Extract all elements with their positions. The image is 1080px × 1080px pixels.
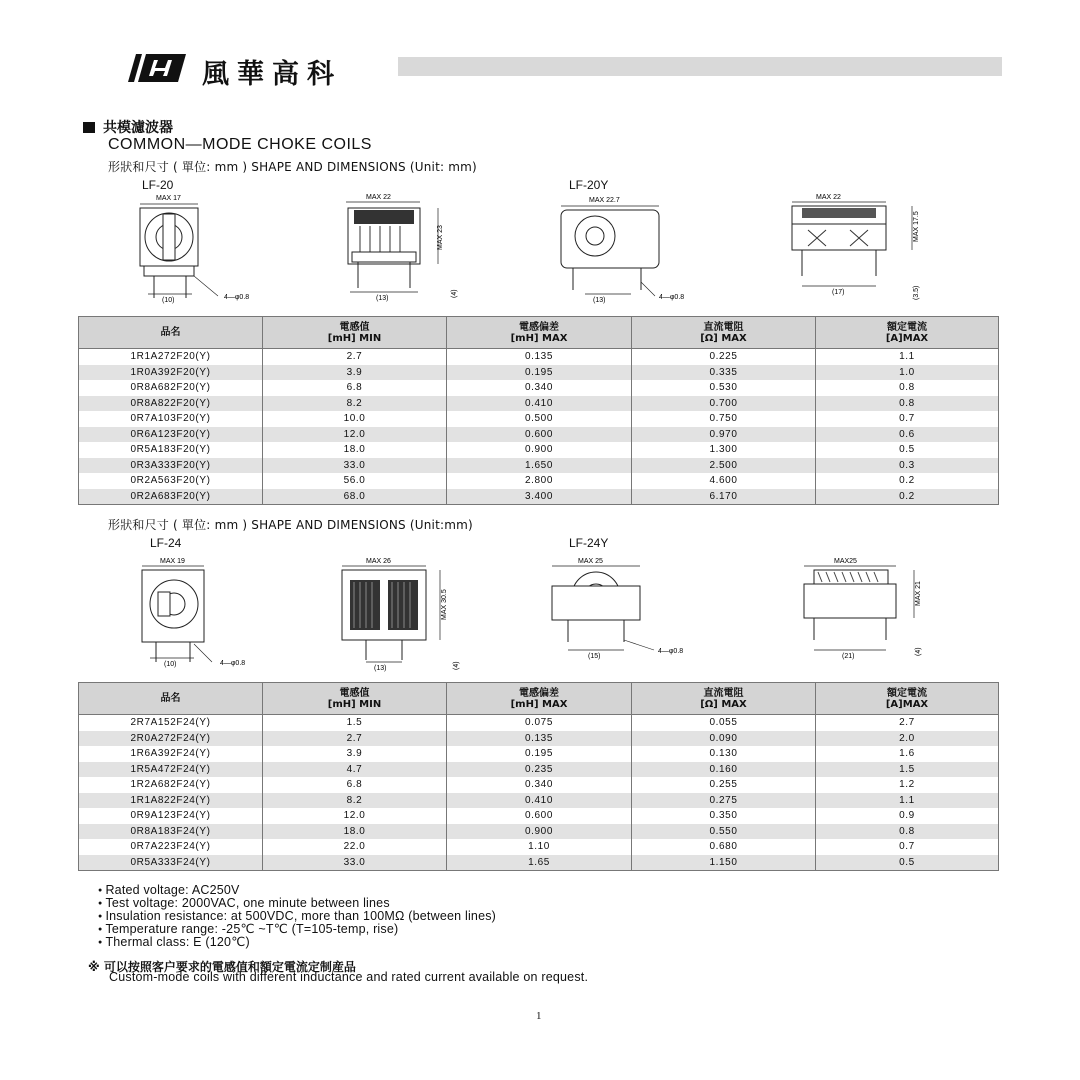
dim-text: MAX 22	[816, 194, 841, 201]
cell-part-number: 0R3A333F20(Y)	[79, 458, 263, 474]
cell-part-number: 0R7A103F20(Y)	[79, 411, 263, 427]
header-dc-resistance: 直流電阻 [Ω] MAX	[632, 683, 816, 715]
cell-rated-current: 1.0	[816, 365, 999, 381]
table-row	[79, 824, 999, 840]
spec-table-lf24	[78, 682, 999, 871]
table-row	[79, 411, 999, 427]
cell-dc-resistance: 0.275	[632, 793, 816, 809]
cell-dc-resistance: 0.350	[632, 808, 816, 824]
cell-rated-current: 0.3	[816, 458, 999, 474]
cell-inductance-deviation: 3.400	[447, 489, 632, 505]
dim-text: (13)	[374, 665, 387, 672]
cell-inductance: 56.0	[263, 473, 447, 489]
cell-part-number: 1R1A272F20(Y)	[79, 349, 263, 365]
cell-inductance-deviation: 0.135	[447, 731, 632, 747]
table-row	[79, 808, 999, 824]
header-inductance-deviation: 電感偏差 [mH] MAX	[447, 683, 632, 715]
cell-inductance-deviation: 1.65	[447, 855, 632, 871]
cell-dc-resistance: 1.300	[632, 442, 816, 458]
cell-part-number: 0R8A822F20(Y)	[79, 396, 263, 412]
drawing-lf20y-top	[555, 190, 715, 305]
table-row	[79, 396, 999, 412]
cell-dc-resistance: 0.055	[632, 715, 816, 731]
cell-part-number: 1R0A392F20(Y)	[79, 365, 263, 381]
dim-text: (3.5)	[913, 285, 920, 300]
dim-text: MAX 17	[156, 195, 181, 202]
cell-inductance-deviation: 0.500	[447, 411, 632, 427]
shape-dimensions-label-1: 形狀和尺寸 ( 單位: mm ) SHAPE AND DIMENSIONS (Unit: mm)	[108, 160, 477, 174]
cell-dc-resistance: 0.255	[632, 777, 816, 793]
cell-inductance: 68.0	[263, 489, 447, 505]
cell-dc-resistance: 4.600	[632, 473, 816, 489]
cell-rated-current: 0.6	[816, 427, 999, 443]
cell-inductance-deviation: 0.195	[447, 365, 632, 381]
cell-dc-resistance: 1.150	[632, 855, 816, 871]
table-row	[79, 777, 999, 793]
table-row	[79, 489, 999, 505]
table-row	[79, 380, 999, 396]
dim-text: MAX 22	[366, 194, 391, 201]
dim-text: (4)	[915, 647, 922, 656]
cell-rated-current: 0.2	[816, 489, 999, 505]
table-header-row	[79, 317, 999, 349]
drawing-lf20-top	[128, 190, 268, 305]
cell-inductance: 1.5	[263, 715, 447, 731]
cell-part-number: 1R6A392F24(Y)	[79, 746, 263, 762]
cell-rated-current: 0.7	[816, 839, 999, 855]
header-inductance: 電感值 [mH] MIN	[263, 683, 447, 715]
cell-inductance: 2.7	[263, 349, 447, 365]
spec-notes	[98, 884, 496, 949]
cell-inductance-deviation: 0.235	[447, 762, 632, 778]
dim-text: (13)	[376, 295, 389, 302]
drawing-lf24-side	[330, 556, 470, 676]
cell-part-number: 1R2A682F24(Y)	[79, 777, 263, 793]
dim-text: 4—φ0.8	[659, 294, 685, 301]
cell-part-number: 2R7A152F24(Y)	[79, 715, 263, 731]
cell-part-number: 0R9A123F24(Y)	[79, 808, 263, 824]
dim-text: (4)	[451, 289, 458, 298]
cell-dc-resistance: 0.335	[632, 365, 816, 381]
cell-inductance: 3.9	[263, 365, 447, 381]
dim-text: MAX 25	[578, 558, 603, 565]
spec-table-lf20	[78, 316, 999, 505]
model-label-lf20y: LF-20Y	[569, 178, 609, 192]
note-thermal-class: ● Thermal class: E (120℃)	[98, 936, 496, 949]
dim-text: MAX 30.5	[441, 589, 448, 620]
cell-inductance: 6.8	[263, 777, 447, 793]
cell-inductance-deviation: 0.410	[447, 793, 632, 809]
title-english: COMMON—MODE CHOKE COILS	[108, 136, 372, 153]
cell-rated-current: 0.5	[816, 855, 999, 871]
shape-dimensions-label-2: 形狀和尺寸 ( 單位: mm ) SHAPE AND DIMENSIONS (Unit:mm)	[108, 518, 473, 532]
header-rated-current: 額定電流 [A]MAX	[816, 683, 999, 715]
dim-text: MAX 26	[366, 558, 391, 565]
cell-inductance-deviation: 0.900	[447, 824, 632, 840]
header-rated-current: 額定電流 [A]MAX	[816, 317, 999, 349]
dim-text: (17)	[832, 289, 845, 296]
brand-name: 風華高科	[202, 59, 342, 90]
note-temperature-range: ● Temperature range: -25℃ ~T℃ (T=105-temp, rise)	[98, 923, 496, 936]
dim-text: 4—φ0.8	[658, 648, 684, 655]
table-header-row	[79, 683, 999, 715]
model-label-lf24: LF-24	[150, 536, 182, 550]
cell-inductance: 18.0	[263, 442, 447, 458]
table-row	[79, 349, 999, 365]
cell-part-number: 0R5A183F20(Y)	[79, 442, 263, 458]
cell-rated-current: 0.2	[816, 473, 999, 489]
table-row	[79, 442, 999, 458]
table-row	[79, 427, 999, 443]
table-row	[79, 762, 999, 778]
note-insulation-resistance: ● Insulation resistance: at 500VDC, more than 100MΩ (between lines)	[98, 910, 496, 923]
cell-dc-resistance: 0.700	[632, 396, 816, 412]
cell-part-number: 2R0A272F24(Y)	[79, 731, 263, 747]
cell-dc-resistance: 0.160	[632, 762, 816, 778]
cell-dc-resistance: 0.680	[632, 839, 816, 855]
cell-rated-current: 0.7	[816, 411, 999, 427]
dim-text: (4)	[453, 661, 460, 670]
cell-inductance-deviation: 0.410	[447, 396, 632, 412]
cell-dc-resistance: 6.170	[632, 489, 816, 505]
cell-rated-current: 0.8	[816, 380, 999, 396]
cell-inductance-deviation: 0.135	[447, 349, 632, 365]
dim-text: (15)	[588, 653, 601, 660]
table-row	[79, 458, 999, 474]
cell-dc-resistance: 0.750	[632, 411, 816, 427]
cell-part-number: 0R2A683F20(Y)	[79, 489, 263, 505]
cell-inductance: 3.9	[263, 746, 447, 762]
cell-rated-current: 2.0	[816, 731, 999, 747]
cell-inductance-deviation: 1.10	[447, 839, 632, 855]
table-row	[79, 839, 999, 855]
note-rated-voltage: ● Rated voltage: AC250V	[98, 884, 496, 897]
cell-inductance: 12.0	[263, 427, 447, 443]
cell-inductance-deviation: 0.340	[447, 777, 632, 793]
table-row	[79, 855, 999, 871]
page-header	[122, 50, 1002, 90]
cell-inductance-deviation: 0.900	[447, 442, 632, 458]
cell-inductance-deviation: 0.340	[447, 380, 632, 396]
model-label-lf20: LF-20	[142, 178, 174, 192]
table-row	[79, 365, 999, 381]
cell-rated-current: 1.1	[816, 793, 999, 809]
cell-dc-resistance: 0.090	[632, 731, 816, 747]
cell-inductance: 6.8	[263, 380, 447, 396]
dim-text: 4—φ0.8	[224, 294, 250, 301]
drawing-lf24y-top	[548, 556, 718, 666]
cell-inductance: 8.2	[263, 396, 447, 412]
table-row	[79, 715, 999, 731]
dim-text: 4—φ0.8	[220, 660, 246, 667]
cell-part-number: 0R7A223F24(Y)	[79, 839, 263, 855]
custom-remark-english: Custom-mode coils with different inductance and rated current available on request.	[109, 970, 589, 984]
dim-text: (21)	[842, 653, 855, 660]
cell-rated-current: 1.2	[816, 777, 999, 793]
table-row	[79, 746, 999, 762]
dim-text: MAX 17.5	[913, 211, 920, 242]
drawing-lf24y-side	[800, 556, 950, 666]
dim-text: MAX 19	[160, 558, 185, 565]
header-inductance-deviation: 電感偏差 [mH] MAX	[447, 317, 632, 349]
cell-inductance: 2.7	[263, 731, 447, 747]
note-test-voltage: ● Test voltage: 2000VAC, one minute between lines	[98, 897, 496, 910]
dim-text: MAX 21	[915, 581, 922, 606]
cell-dc-resistance: 0.225	[632, 349, 816, 365]
cell-rated-current: 2.7	[816, 715, 999, 731]
page-number: 1	[536, 1010, 542, 1022]
cell-dc-resistance: 0.970	[632, 427, 816, 443]
company-logo	[122, 54, 188, 82]
cell-inductance-deviation: 1.650	[447, 458, 632, 474]
dim-text: (13)	[593, 297, 606, 304]
cell-dc-resistance: 0.550	[632, 824, 816, 840]
cell-dc-resistance: 0.530	[632, 380, 816, 396]
drawing-lf24-top	[128, 556, 268, 671]
cell-part-number: 0R2A563F20(Y)	[79, 473, 263, 489]
cell-rated-current: 1.1	[816, 349, 999, 365]
dim-text: (10)	[162, 297, 175, 304]
cell-part-number: 1R5A472F24(Y)	[79, 762, 263, 778]
cell-inductance: 22.0	[263, 839, 447, 855]
header-dc-resistance: 直流電阻 [Ω] MAX	[632, 317, 816, 349]
cell-inductance: 12.0	[263, 808, 447, 824]
dim-text: MAX 23	[437, 225, 444, 250]
cell-part-number: 0R6A123F20(Y)	[79, 427, 263, 443]
cell-part-number: 1R1A822F24(Y)	[79, 793, 263, 809]
cell-inductance: 33.0	[263, 458, 447, 474]
cell-rated-current: 1.5	[816, 762, 999, 778]
header-part-number: 品名	[79, 317, 263, 349]
cell-part-number: 0R5A333F24(Y)	[79, 855, 263, 871]
cell-dc-resistance: 2.500	[632, 458, 816, 474]
table-row	[79, 731, 999, 747]
cell-rated-current: 0.5	[816, 442, 999, 458]
table-row	[79, 473, 999, 489]
dim-text: MAX 22.7	[589, 197, 620, 204]
drawing-lf20y-side	[786, 190, 946, 305]
cell-inductance: 33.0	[263, 855, 447, 871]
model-label-lf24y: LF-24Y	[569, 536, 609, 550]
cell-rated-current: 0.9	[816, 808, 999, 824]
dim-text: MAX25	[834, 558, 857, 565]
cell-inductance-deviation: 0.600	[447, 427, 632, 443]
drawing-lf20-side	[330, 190, 470, 305]
header-inductance: 電感值 [mH] MIN	[263, 317, 447, 349]
cell-inductance-deviation: 0.075	[447, 715, 632, 731]
cell-rated-current: 0.8	[816, 824, 999, 840]
cell-inductance: 4.7	[263, 762, 447, 778]
square-bullet-icon	[83, 122, 95, 133]
cell-part-number: 0R8A183F24(Y)	[79, 824, 263, 840]
cell-dc-resistance: 0.130	[632, 746, 816, 762]
header-bar	[398, 57, 1002, 76]
cell-inductance-deviation: 2.800	[447, 473, 632, 489]
cell-rated-current: 0.8	[816, 396, 999, 412]
cell-inductance: 8.2	[263, 793, 447, 809]
cell-inductance-deviation: 0.195	[447, 746, 632, 762]
title-chinese: 共模濾波器	[83, 117, 173, 137]
cell-inductance-deviation: 0.600	[447, 808, 632, 824]
dim-text: (10)	[164, 661, 177, 668]
header-part-number: 品名	[79, 683, 263, 715]
cell-inductance: 18.0	[263, 824, 447, 840]
table-row	[79, 793, 999, 809]
cell-rated-current: 1.6	[816, 746, 999, 762]
cell-inductance: 10.0	[263, 411, 447, 427]
custom-remark-chinese: ※ 可以按照客户要求的電感值和額定電流定制産品	[88, 960, 356, 974]
cell-part-number: 0R8A682F20(Y)	[79, 380, 263, 396]
